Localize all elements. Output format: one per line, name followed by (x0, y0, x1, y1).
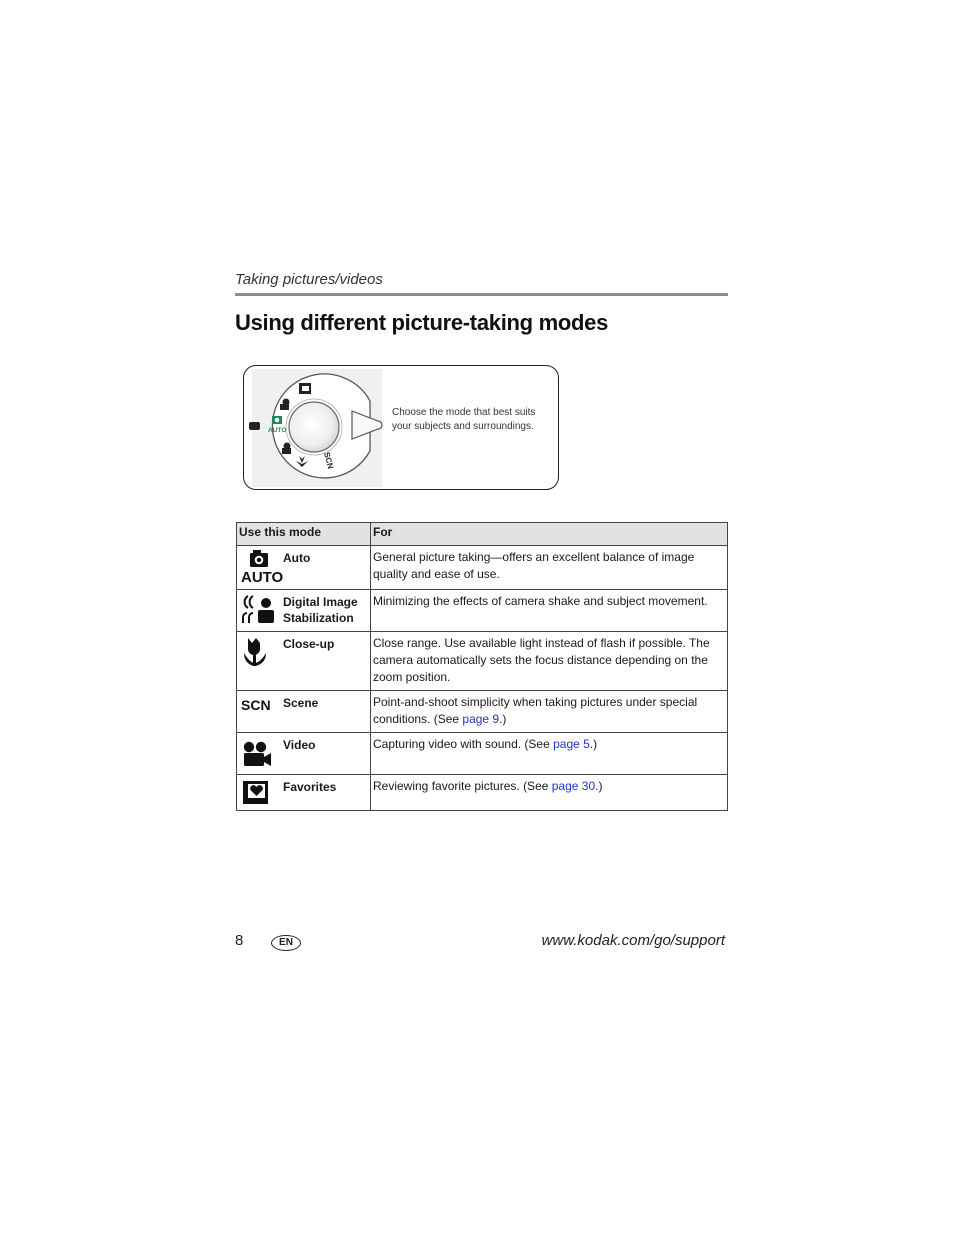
table-row (237, 775, 728, 811)
mode-name-favorites: Favorites (283, 780, 337, 794)
svg-text:AUTO: AUTO (241, 569, 283, 585)
mode-cell (237, 691, 371, 733)
mode-description: Minimizing the effects of camera shake and subject movement. (371, 590, 728, 632)
table-header-row (237, 523, 728, 546)
table-row (237, 546, 728, 590)
support-url[interactable]: www.kodak.com/go/support (541, 932, 725, 949)
mode-name-auto: Auto (283, 551, 311, 565)
page-5-link[interactable]: page 5 (553, 737, 590, 751)
table-row (237, 691, 728, 733)
mode-name-line-2: Stabilization (283, 611, 354, 625)
close-up-flower-icon (239, 635, 283, 669)
mode-description (371, 733, 728, 775)
table-row (237, 632, 728, 691)
description-text: Reviewing favorite pictures. (See (373, 779, 552, 793)
description-text: Capturing video with sound. (See (373, 737, 554, 751)
mode-description: General picture taking—offers an excellent balance of image quality and ease of use. (371, 546, 728, 590)
stabilization-icon (239, 593, 283, 627)
dial-indicator-mark (249, 422, 260, 430)
dial-caption: Choose the mode that best suits your subjects and surroundings. (392, 407, 536, 432)
mode-cell (237, 546, 371, 590)
video-camera-icon (239, 736, 283, 770)
svg-text:SCN: SCN (241, 697, 271, 713)
description-text: Point-and-shoot simplicity when taking pictures under special conditions. (See (373, 695, 698, 726)
mode-description (371, 691, 728, 733)
header-rule (235, 293, 728, 296)
auto-camera-icon (239, 549, 283, 585)
mode-cell (237, 775, 371, 811)
mode-cell (237, 590, 371, 632)
mode-dial-illustration (243, 365, 559, 490)
mode-description (371, 775, 728, 811)
mode-cell (237, 733, 371, 775)
page-number: 8 (235, 932, 244, 949)
column-header-for: For (371, 523, 728, 546)
page-9-link[interactable]: page 9 (462, 712, 500, 726)
mode-cell (237, 632, 371, 691)
mode-name-video: Video (283, 738, 316, 752)
page-title: Using different picture-taking modes (235, 310, 609, 335)
language-badge: EN (271, 935, 301, 951)
mode-dial-graphic (244, 366, 390, 489)
mode-name-scene: Scene (283, 696, 319, 710)
description-text-end: .) (595, 779, 603, 793)
table-row (237, 590, 728, 632)
table-row (237, 733, 728, 775)
running-head: Taking pictures/videos (235, 271, 383, 288)
modes-table (236, 522, 728, 811)
page-30-link[interactable]: page 30 (551, 779, 596, 793)
mode-description: Close range. Use available light instead of flash if possible. The camera automatically sets the focus distance depending on the zoom position. (371, 632, 728, 691)
column-header-mode: Use this mode (237, 523, 371, 546)
mode-name-line-1: Digital Image (283, 595, 358, 609)
description-text-end: .) (499, 712, 507, 726)
mode-name-close-up: Close-up (283, 637, 335, 651)
favorites-heart-icon (239, 778, 283, 806)
scene-icon (239, 694, 283, 716)
svg-text:AUTO: AUTO (268, 427, 287, 434)
mode-name-stabilization (283, 593, 358, 626)
svg-text:SCN: SCN (322, 451, 336, 470)
description-text-end: .) (589, 737, 598, 751)
